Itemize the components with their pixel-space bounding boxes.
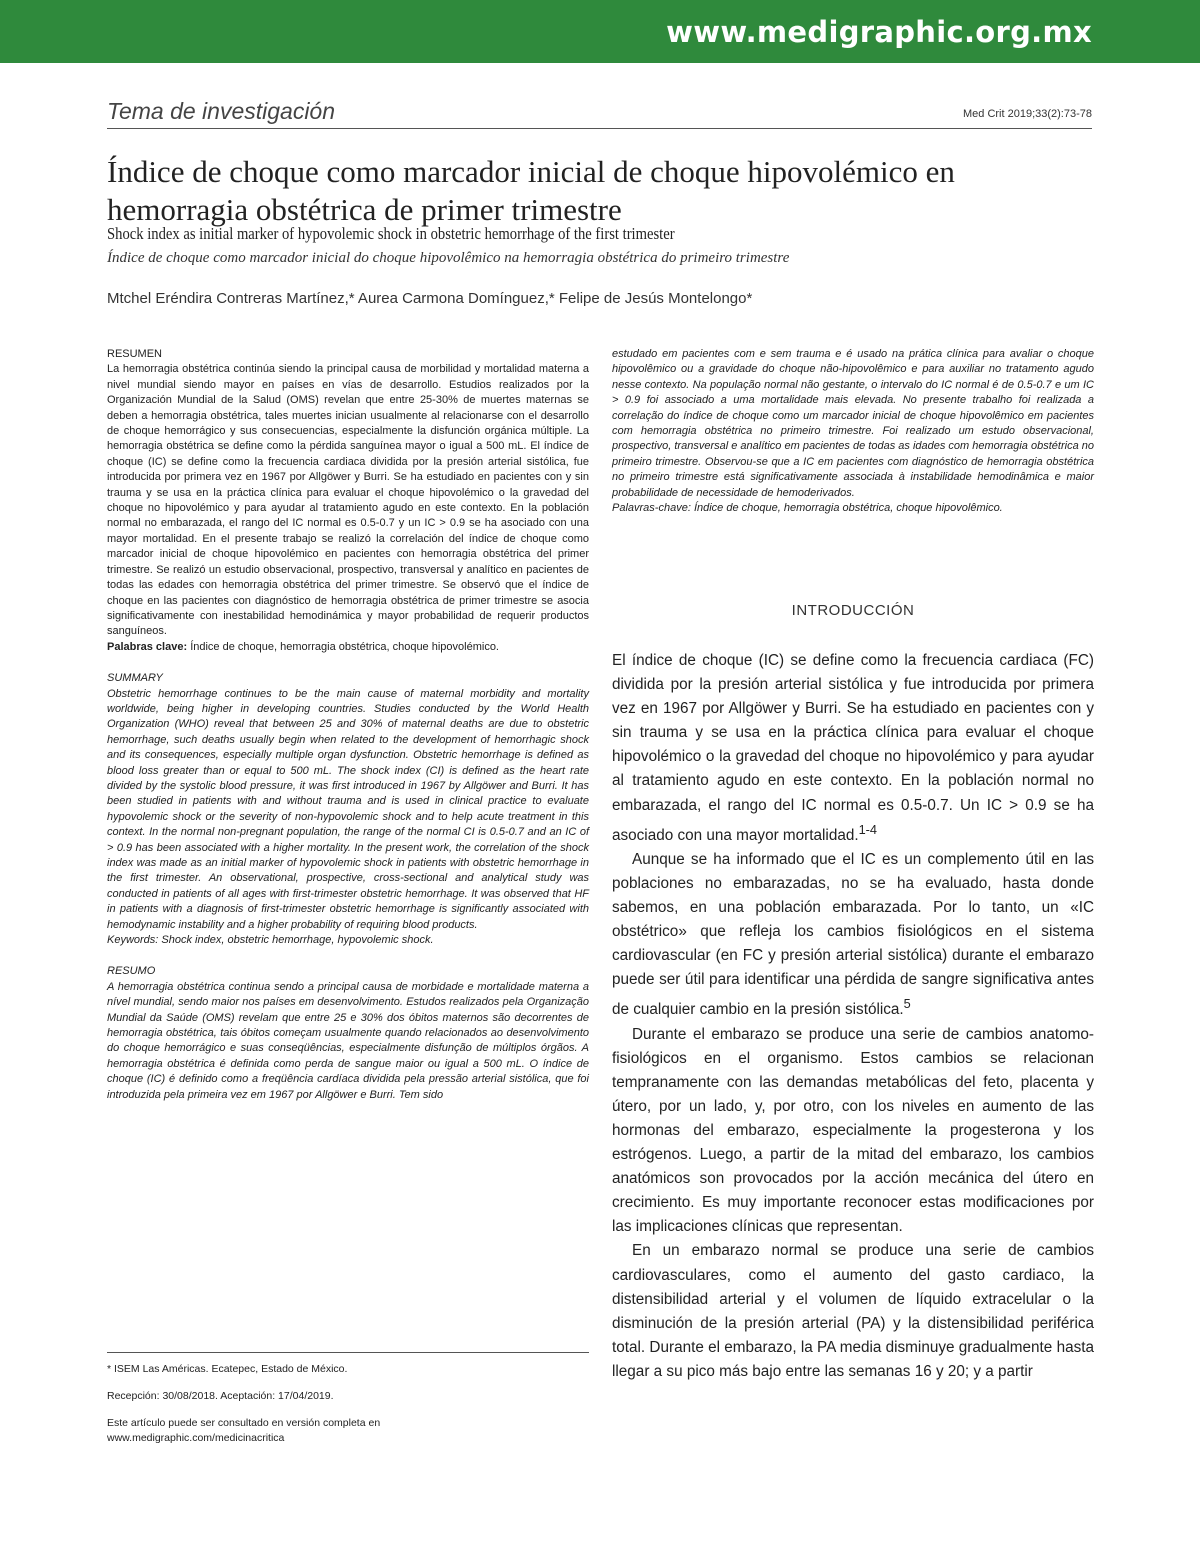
resumo-keywords — [612, 501, 1094, 516]
resumo-continuation — [612, 347, 1094, 516]
resumo-continuation-text: estudado em pacientes com e sem trauma e é usado na prática clínica para avaliar o choque hipovolêmico ou a gravidade do choque não-hipovolêmico e para auxiliar no tratamento agudo nesse contexto. Na população normal não gestante, o intervalo do IC normal é de 0.5-0.7 e um IC > 0.9 foi associado a uma mortalidade mais elevada. No presente trabalho foi realizada a correlação do índice de choque como um marcador inicial de choque hipovolêmico em pacientes com hemorragia obstétrica no primeiro trimestre. Foi realizado um estudo observacional, prospectivo, transversal e analítico em pacientes de todas as idades com hemorragia obstétrica no primeiro trimestre. Observou-se que a IC em pacientes com diagnóstico de hemorragia obstétrica no primeiro trimestre está significativamente associada à instabilidade hemodinâmica e maior probabilidade de necessidade de hemoderivados. — [612, 348, 1094, 499]
intro-paragraph — [612, 649, 1094, 848]
resumen-keywords-text: Índice de choque, hemorragia obstétrica, choque hipovolémico. — [190, 640, 499, 653]
resumen-section — [107, 347, 589, 655]
footnotes — [107, 1362, 589, 1446]
intro-paragraph-1: El índice de choque (IC) se define como la frecuencia cardiaca (FC) dividida por la presión arterial sistólica y fue introducida por primera vez en 1967 por Allgöwer y Burri. Se ha estudiado en pacientes con y sin trauma y se usa en la práctica clínica para evaluar el choque hipovolémico o la gravedad del choque no hipovolémico y para ayudar al tratamiento agudo en este contexto. En la población normal no embarazada, el rango del IC normal es 0.5-0.7. Un IC > 0.9 se ha asociado con una mayor mortalidad. — [612, 652, 1094, 844]
intro-paragraph-3: Durante el embarazo se produce una serie de cambios anatomo-fisiológicos en el organismo. Estos cambios se relacionan tempranamente con las demandas metabólicas del feto, placenta y útero, por un lado, y, por otro, con los niveles en aumento de las hormonas del embarazo, especialmente la progesterona y los estrógenos. Luego, a partir de la mitad del embarazo, los cambios anatómicos son provocados por la acción mecánica del útero en crecimiento. Es muy importante reconocer estas modificaciones por las implicaciones clínicas que representan. — [612, 1025, 1094, 1236]
site-banner — [0, 0, 1200, 63]
resumo-keywords-text: Índice de choque, hemorragia obstétrica, choque hipovolêmico. — [693, 502, 1003, 515]
citation-ref: 1-4 — [858, 821, 878, 837]
footnote-divider — [107, 1352, 589, 1353]
summary-keywords — [107, 933, 589, 948]
online-version-note: Este artículo puede ser consultado en versión completa en — [107, 1417, 381, 1429]
resumen-heading: RESUMEN — [107, 348, 163, 360]
resumen-keywords — [107, 640, 589, 655]
resumen-text: La hemorragia obstétrica continúa siendo la principal causa de morbilidad y mortalidad materna a nivel mundial siendo mayor en países en vías de desarrollo. Estudios realizados por la Organización Mundial de la Salud (OMS) revelan que entre 25-30% de muertes maternas se deben a hemorragia obstétrica, tales muertes inician usualmente al relacionarse con el desarrollo de choque hemorrágico y sus consecuencias, especialmente la disfunción orgánica múltiple. La hemorragia obstétrica se define como la pérdida sanguínea mayor o igual a 500 mL. El índice de choque (IC) se define como la frecuencia cardiaca dividida por la presión arterial sistólica, fue introducida por primera vez en 1967 por Allgöwer y Burri. Se ha estudiado en pacientes con y sin trauma y se usa en la práctica clínica para evaluar el choque hipovolémico o la gravedad del choque no hipovolémico y para ayudar al tratamiento agudo en este contexto. En la población normal no embarazada, el rango del IC normal es 0.5-0.7 y un IC > 0.9 se ha asociado con una mayor mortalidad. En el presente trabajo se realizó la correlación del índice de choque como marcador inicial de choque hipovolémico en pacientes con hemorragia obstétrica del primer trimestre. Se realizó un estudio observacional, prospectivo, transversal y analítico en pacientes de todas las edades con hemorragia obstétrica del primer trimestre. Se observó que el índice de choque en las pacientes con diagnóstico de hemorragia obstétrica de primer trimestre se asocia significativamente con inestabilidad hemodinámica y mayor probabilidad de requerir productos sanguíneos. — [107, 363, 589, 638]
header-divider — [107, 128, 1092, 129]
received-accepted-dates: Recepción: 30/08/2018. Aceptación: 17/04/2019. — [107, 1390, 334, 1402]
introduccion-heading: INTRODUCCIÓN — [791, 602, 915, 619]
journal-citation: Med Crit 2019;33(2):73-78 — [962, 108, 1092, 120]
summary-text: Obstetric hemorrhage continues to be the main cause of maternal morbidity and mortality worldwide, being higher in developing countries. Studies conducted by the World Health Organization (WHO) reveal that between 25 and 30% of maternal deaths are due to obstetric hemorrhage, such deaths usually begin when related to the development of hemorrhagic shock and its consequences, especially multiple organ dysfunction. Obstetric hemorrhage is defined as blood loss greater than or equal to 500 mL. The shock index (CI) is defined as the heart rate divided by the systolic blood pressure, it was first introduced in 1967 by Allgöwer and Burri. It has been studied in patients with and without trauma and is used in clinical practice to evaluate hypovolemic shock or the severity of non-hypovolemic shock and to help acute treatment in this context. In the normal non-pregnant population, the range of the normal CI is 0.5-0.7 and an IC of > 0.9 has been associated with a higher mortality. In the present work, the correlation of the shock index was made as an initial marker of hypovolemic shock in patients with obstetric hemorrhage in the first trimester. An observational, prospective, cross-sectional and analytical study was conducted in patients of all ages with first-trimester obstetric hemorrhage. It was observed that HF in patients with a diagnosis of first-trimester obstetric hemorrhage is significantly associated with hemodynamic instability and a higher probability of requiring blood products. — [107, 687, 589, 931]
section-label: Tema de investigación — [107, 98, 336, 124]
resumo-section — [107, 964, 589, 1103]
intro-paragraph — [612, 848, 1094, 1023]
summary-keywords-text: Shock index, obstetric hemorrhage, hypovolemic shock. — [161, 934, 434, 947]
author-list: Mtchel Eréndira Contreras Martínez,* Aurea Carmona Domínguez,* Felipe de Jesús Montelongo* — [107, 290, 753, 307]
intro-paragraph-4: En un embarazo normal se produce una serie de cambios cardiovasculares, como el aumento del gasto cardiaco, la distensibilidad arterial y el volumen de líquido extracelular o la disminución de la presión arterial (PA) y la distensibilidad periférica total. Durante el embarazo, la PA media disminuye gradualmente hasta llegar a su pico más bajo entre las semanas 16 y 20; y a partir — [612, 1242, 1094, 1380]
summary-heading: SUMMARY — [107, 672, 163, 685]
resumo-keywords-label: Palavras-chave: — [612, 502, 691, 515]
summary-section — [107, 671, 589, 948]
article-title-portuguese: Índice de choque como marcador inicial do choque hipovolêmico na hemorragia obstétrica do primeiro trimestre — [107, 250, 790, 266]
resumo-heading: RESUMO — [107, 965, 156, 978]
resumo-text: A hemorragia obstétrica continua sendo a principal causa de morbidade e mortalidade materna a nível mundial, sendo maior nos países em desenvolvimento. Estudos realizados pela Organização Mundial da Saúde (OMS) revelam que entre 25 e 30% dos óbitos maternos são decorrentes de hemorragia obstétrica, tais óbitos começam usualmente quando relacionados ao desenvolvimento do choque hemorrágico e suas conseqüências, especialmente disfunção de múltiplos órgãos. A hemorragia obstétrica é definida como perda de sangue maior ou igual a 500 mL. O índice de choque (IC) é definido como a freqüência cardíaca dividida pela pressão arterial sistólica, que foi introduzida pela primeira vez em 1967 por Allgöwer e Burri. Tem sido — [107, 980, 589, 1101]
introduccion-body — [612, 649, 1094, 1384]
affiliation-note: * ISEM Las Américas. Ecatepec, Estado de México. — [107, 1363, 348, 1375]
article-title: Índice de choque como marcador inicial de choque hipovolémico en hemorragia obstétrica de primer trimestre — [107, 154, 955, 227]
summary-keywords-label: Keywords: — [107, 934, 159, 947]
resumen-keywords-label: Palabras clave: — [107, 640, 188, 653]
intro-paragraph-2: Aunque se ha informado que el IC es un complemento útil en las poblaciones no embarazadas, no se ha evaluado, hasta donde sabemos, en una población embarazada. Por lo tanto, un «IC obstétrico» que refleja los cambios fisiológicos en el sistema cardiovascular (en FC y presión arterial sistólica) durante el embarazo puede ser útil para identificar una pérdida de sangre significativa antes de cualquier cambio en la presión sistólica. — [612, 850, 1094, 1019]
abstracts-column — [107, 347, 589, 1103]
citation-ref: 5 — [903, 996, 911, 1012]
site-url-link[interactable]: www.medigraphic.org.mx — [666, 15, 1092, 49]
online-version-link[interactable]: www.medigraphic.com/medicinacritica — [107, 1432, 285, 1444]
article-title-english: Shock index as initial marker of hypovolemic shock in obstetric hemorrhage of the first trimester — [107, 224, 675, 243]
